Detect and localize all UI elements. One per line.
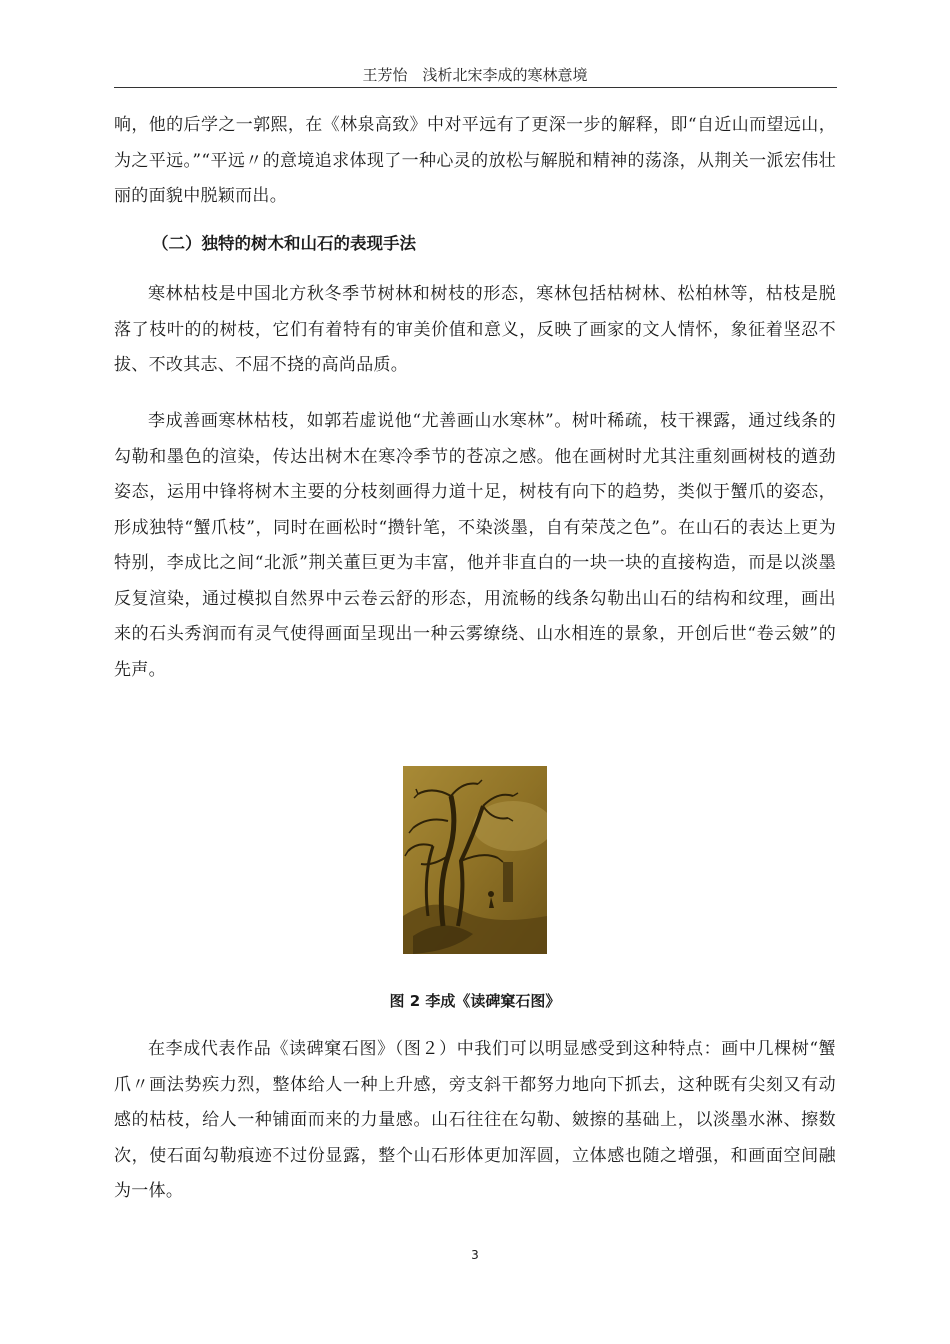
- paragraph-hanlin-kuzhi: 寒林枯枝是中国北方秋冬季节树林和树枝的形态，寒林包括枯树林、松柏林等，枯枝是脱落了枝叶的的树枝，它们有着特有的审美价值和意义，反映了画家的文人情怀，象征着坚忍不拔、不改其志、不屈不挠的高尚品质。: [114, 284, 836, 375]
- running-header-title: 王芳怡 浅析北宋李成的寒林意境: [362, 66, 588, 84]
- header-divider: [114, 87, 837, 88]
- paragraph-li-cheng-technique: 李成善画寒林枯枝，如郭若虚说他“尤善画山水寒林”。树叶稀疏，枝干裸露，通过线条的勾勒和墨色的渲染，传达出树木在寒冷季节的苍凉之感。他在画树时尤其注重刻画树枝的遒劲姿态，运用中锋将树木主要的分枝刻画得力道十足，树枝有向下的趋势，类似于蟹爪的姿态，形成独特“蟹爪枝”，同时在画松时“攒针笔，不染淡墨，自有荣茂之色”。在山石的表达上更为特别，李成比之间“北派”荆关董巨更为丰富，他并非直白的一块一块的直接构造，而是以淡墨反复渲染，通过模拟自然界中云卷云舒的形态，用流畅的线条勾勒出山石的结构和纹理，画出来的石头秀润而有灵气使得画面呈现出一种云雾缭绕、山水相连的景象，开创后世“卷云皴”的先声。: [114, 411, 836, 680]
- painting-illustration: [403, 766, 547, 954]
- paragraph-dubei-kaishi-analysis: 在李成代表作品《读碑窠石图》（图２）中我们可以明显感受到这种特点：画中几棵树“蟹爪〃画法势疾力烈，整体给人一种上升感，旁支斜干都努力地向下抓去，这种既有尖刻又有动感的枯枝，给人一种铺面而来的力量感。山石往往在勾勒、皴擦的基础上，以淡墨水淋、擦数次，使石面勾勒痕迹不过份显露，整个山石形体更加浑圆，立体感也随之增强，和画面空间融为一体。: [114, 1039, 836, 1201]
- section-heading: （二）独特的树木和山石的表现手法: [152, 234, 416, 253]
- page-number: 3: [471, 1248, 479, 1262]
- figure-painting-image: [403, 766, 547, 954]
- figure-caption: 图 2 李成《读碑窠石图》: [389, 992, 561, 1010]
- paragraph-pingyuan-continuation: 响，他的后学之一郭熙，在《林泉高致》中对平远有了更深一步的解释，即“自近山而望远山，为之平远。”“平远〃的意境追求体现了一种心灵的放松与解脱和精神的荡涤，从荆关一派宏伟壮丽的面貌中脱颖而出。: [114, 115, 836, 206]
